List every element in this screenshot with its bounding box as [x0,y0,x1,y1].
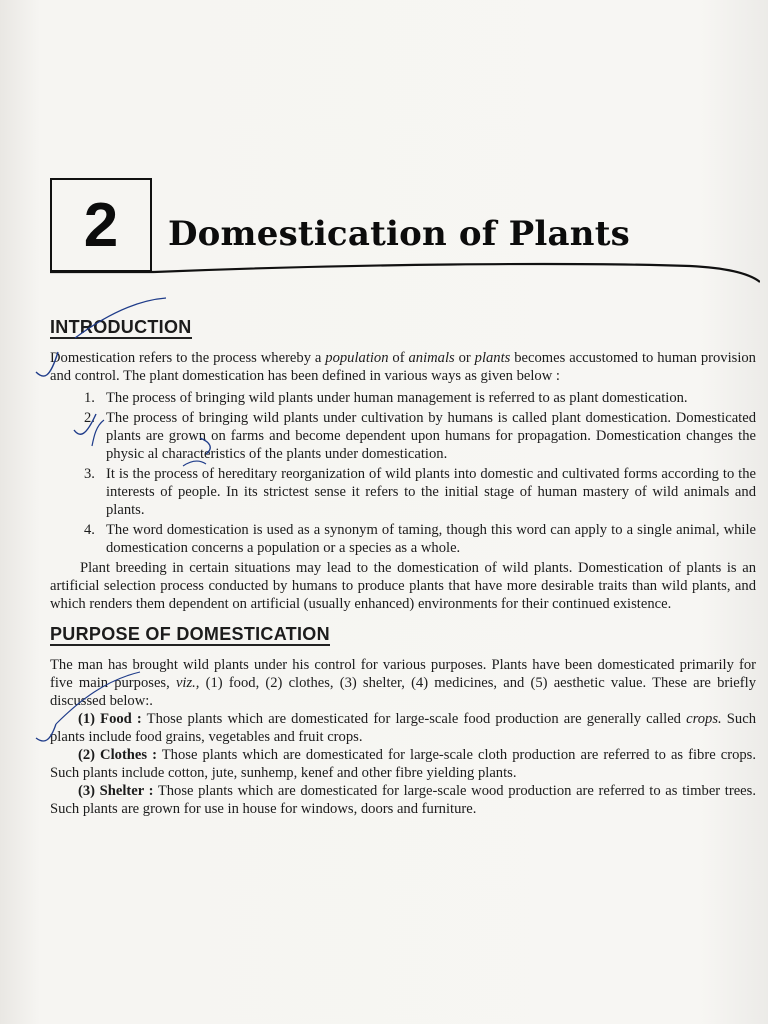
text-run: The man has brought wild plants under his control for various purposes. Plants have been domesticated primarily for five main purposes, [50,657,756,691]
purpose-section [50,625,756,818]
text-run: Such plants include food grains, vegetables and fruit crops. [50,711,756,745]
list-text: The process of bringing wild plants under cultivation by humans is called plant domestication. Domesticated plants are grown on farms and become dependent upon humans for propagation. Domestication changes the physic al characteristics of the plants under domestication. [106,410,756,462]
clothes-label: (2) Clothes : [78,747,157,763]
list-text: The word domestication is used as a synonym of taming, though this word can apply to a single animal, while domestication concerns a population or a species as a whole. [106,522,756,556]
list-text: The process of bringing wild plants under human management is referred to as plant domestication. [106,390,688,406]
text-run: Domestication refers to the process whereby a [50,350,326,366]
text-run: or [454,350,475,366]
chapter-number: 2 [50,178,152,272]
food-paragraph [50,710,756,746]
emphasis-animals: animals [408,350,455,366]
definition-list [50,389,756,557]
purpose-paragraph [50,656,756,710]
text-run: Those plants which are domesticated for large-scale wood production are referred to as timber trees. Such plants are grown for use in house for windows, doors and furniture. [50,783,756,817]
text-run: becomes accustomed to human provision and control. The plant domestication has been defined in various ways as given below : [50,350,756,384]
introduction-paragraph [50,349,756,385]
list-number: 1. [84,390,95,406]
purpose-heading: PURPOSE OF DOMESTICATION [50,624,330,644]
list-number: 4. [84,522,95,538]
chapter-title-rule [50,258,760,288]
shelter-label: (3) Shelter : [78,783,154,799]
list-item [50,409,756,463]
text-run: Those plants which are domesticated for large-scale cloth production are referred to as fibre crops. Such plants include cotton, jute, sunhemp, kenef and other fibre yielding plants. [50,747,756,781]
text-run: Those plants which are domesticated for large-scale food production are generally called [141,711,687,727]
chapter-title: Domestication of Plants [168,214,630,254]
emphasis-viz: viz., [175,675,200,691]
clothes-paragraph [50,746,756,782]
show-through-texture [270,0,630,150]
list-item [50,389,756,407]
chapter-header [50,178,760,288]
list-number: 3. [84,466,95,482]
list-text: It is the process of hereditary reorganization of wild plants into domestic and cultivated forms according to the interests of people. In its strictest sense it refers to the initial stage of human mastery of wild animals and plants. [106,466,756,518]
page-body [50,318,756,818]
food-label: (1) Food : [78,711,142,727]
introduction-closing-paragraph: Plant breeding in certain situations may lead to the domestication of wild plants. Domestication of plants is an artificial selection process conducted by humans to produce plants that have more desirable traits than wild plants, and which renders them dependent on artificial (usually enhanced) environments for their continued existence. [50,560,756,612]
emphasis-plants: plants [474,350,511,366]
text-run: (1) food, (2) clothes, (3) shelter, (4) medicines, and (5) aesthetic value. These are briefly discussed below:. [50,675,756,709]
list-item [50,465,756,519]
shelter-paragraph [50,782,756,818]
introduction-heading: INTRODUCTION [50,317,192,337]
list-number: 2. [84,410,95,426]
emphasis-crops: crops. [686,711,722,727]
text-run: of [388,350,409,366]
emphasis-population: population [325,350,389,366]
list-item [50,521,756,557]
